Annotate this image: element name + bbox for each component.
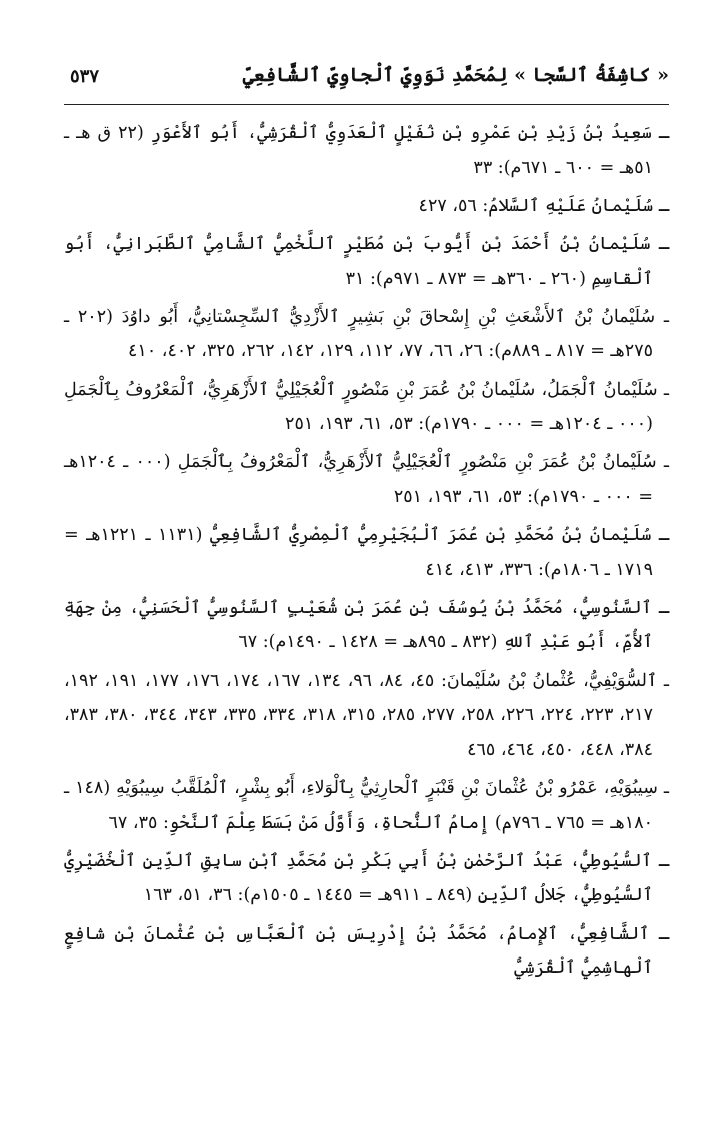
index-entry: ـ سُلَيْمانُ بْنُ عُمَرَ بْنِ مَنْصُورٍ ٱلْعُجَيْلِيُّ ٱلأَزْهَرِيُّ، ٱلْمَعْرُوفُ بِٱلْجَمَلِ (٠٠٠ ـ ١٢٠٤هـ = ٠٠٠ ـ ١٧٩٠م): ٥٣، ٦١، ١٩٣، ٢٥١ — [64, 452, 669, 507]
index-entry: ـ ٱلشَّافِعِيُّ، ٱلإِمامُ، مُحَمَّدُ بْنُ إِدْرِيسَ بْنِ ٱلْعَبَّاسِ بْنِ عُثْمانَ بْنِ شافِعٍ ٱلْهاشِمِيُّ ٱلْقُرَشِيُّ — [64, 923, 669, 979]
index-entry: ـ سُلَيْمانُ ٱلْجَمَلُ، سُلَيْمانُ بْنُ عُمَرَ بْنِ مَنْصُورٍ ٱلْعُجَيْلِيُّ ٱلأَزْهَرِيُّ، ٱلْمَعْرُوفُ بِٱلْجَمَلِ (٠٠٠ ـ ١٢٠٤هـ = ٠٠٠ ـ ١٧٩٠م): ٥٣، ٦١، ١٩٣، ٢٥١ — [64, 379, 669, 435]
index-entry: ـ سَعِيدُ بْنُ زَيْدِ بْنِ عَمْرِو بْنِ نُفَيْلٍ ٱلْعَدَوِيُّ ٱلْقُرَشِيُّ، أَبُو ٱلأَعْوَرِ (٢٢ ق هـ ـ ٥١هـ = ٦٠٠ ـ ٦٧١م): ٣٣ — [64, 123, 670, 178]
index-entry: ـ ٱلسَّنُوسِيُّ، مُحَمَّدُ بْنُ يُوسُفَ بْنِ عُمَرَ بْنِ شُعَيْبٍ ٱلسَّنُوسِيُّ ٱلْحَسَنِيُّ، مِنْ جِهَةِ ٱلأُمِّ، أَبُو عَبْدِ ٱللهِ (٨٣٢ ـ ٨٩٥هـ = ١٤٢٨ ـ ١٤٩٠م): ٦٧ — [64, 597, 669, 653]
page-header — [70, 60, 669, 100]
index-entry: ـ سُلَيْمانُ بْنُ أَحْمَدَ بْنِ أَيُّوبَ بْنِ مُطَيْرٍ ٱللَّخْمِيُّ ٱلشَّامِيُّ ٱلطَّبَرانِيُّ، أَبُو ٱلْقاسِمِ (٢٦٠ ـ ٣٦٠هـ = ٨٧٣ ـ ٩٧١م): ٣١ — [64, 233, 669, 289]
index-entry: ـ سُلَيْمانُ بْنُ ٱلأَشْعَثِ بْنِ إِسْحاقَ بْنِ بَشِيرٍ ٱلأَزْدِيُّ ٱلسِّجِسْتانِيُّ، أَبُو داوُدَ (٢٠٢ ـ ٢٧٥هـ = ٨١٧ ـ ٨٨٩م): ٢٦، ٦٦، ٧٧، ١١٢، ١٢٩، ١٤٢، ٢٦٢، ٣٢٥، ٤٠٢، ٤١٠ — [64, 306, 669, 362]
page-number: ٥٣٧ — [70, 66, 100, 87]
header-rule — [64, 104, 669, 105]
index-entry: ـ ٱلسُّوَيْفِيُّ، عُثْمانُ بْنُ سُلَيْمانَ: ٤٥، ٨٤، ٩٦، ١٣٤، ١٦٧، ١٧٤، ١٧٦، ١٧٧، ١٩١، ١٩٢، ٢١٧، ٢٢٣، ٢٢٤، ٢٢٦، ٢٥٨، ٢٧٧، ٢٨٥، ٣١٥، ٣١٨، ٣٣٤، ٣٣٥، ٣٤٣، ٣٤٤، ٣٨٠، ٣٨٣، ٣٨٤، ٤٤٨، ٤٥٠، ٤٦٤، ٤٦٥ — [64, 670, 670, 760]
index-entry: ـ ٱلسُّيُوطِيُّ، عَبْدُ ٱلرَّحْمٰنِ بْنُ أَبِي بَكْرِ بْنِ مُحَمَّدِ ٱبْنِ سابِقِ ٱلدِّينِ ٱلْخُضَيْرِيُّ ٱلسُّيُوطِيُّ، جَلالُ ٱلدِّينِ (٨٤٩ ـ ٩١١هـ = ١٤٤٥ ـ ١٥٠٥م): ٣٦، ٥١، ١٦٣ — [64, 850, 669, 906]
running-title: « كاشِفَةُ ٱلسَّجا » لِمُحَمَّدِ نَوَوِيِّ ٱلْجاوِيِّ ٱلشَّافِعِيِّ — [242, 64, 669, 86]
index-entries — [64, 116, 669, 989]
index-entry: ـ سُلَيْمانُ بْنُ مُحَمَّدِ بْنِ عُمَرَ ٱلْبُجَيْرِمِيُّ ٱلْمِصْرِيُّ ٱلشَّافِعِيُّ (١١٣١ ـ ١٢٢١هـ = ١٧١٩ ـ ١٨٠٦م): ٣٣٦، ٤١٣، ٤١٤ — [64, 525, 669, 580]
index-entry: ـ سِيبُوَيْهِ، عَمْرُو بْنُ عُثْمانَ بْنِ قَنْبَرٍ ٱلْحارِثِيُّ بِٱلْوَلاءِ، أَبُو بِشْرٍ، ٱلْمُلَقَّبُ سِيبُوَيْهِ (١٤٨ ـ ١٨٠هـ = ٧٦٥ ـ ٧٩٦م) إِمامُ ٱلنُّحاةِ، وَأَوَّلُ مَنْ بَسَطَ عِلْمَ ٱلنَّحْوِ: ٣٥، ٦٧ — [64, 778, 669, 833]
index-entry: ـ سُلَيْمانُ عَلَيْهِ ٱلسَّلامُ: ٥٦، ٤٢٧ — [418, 195, 669, 216]
